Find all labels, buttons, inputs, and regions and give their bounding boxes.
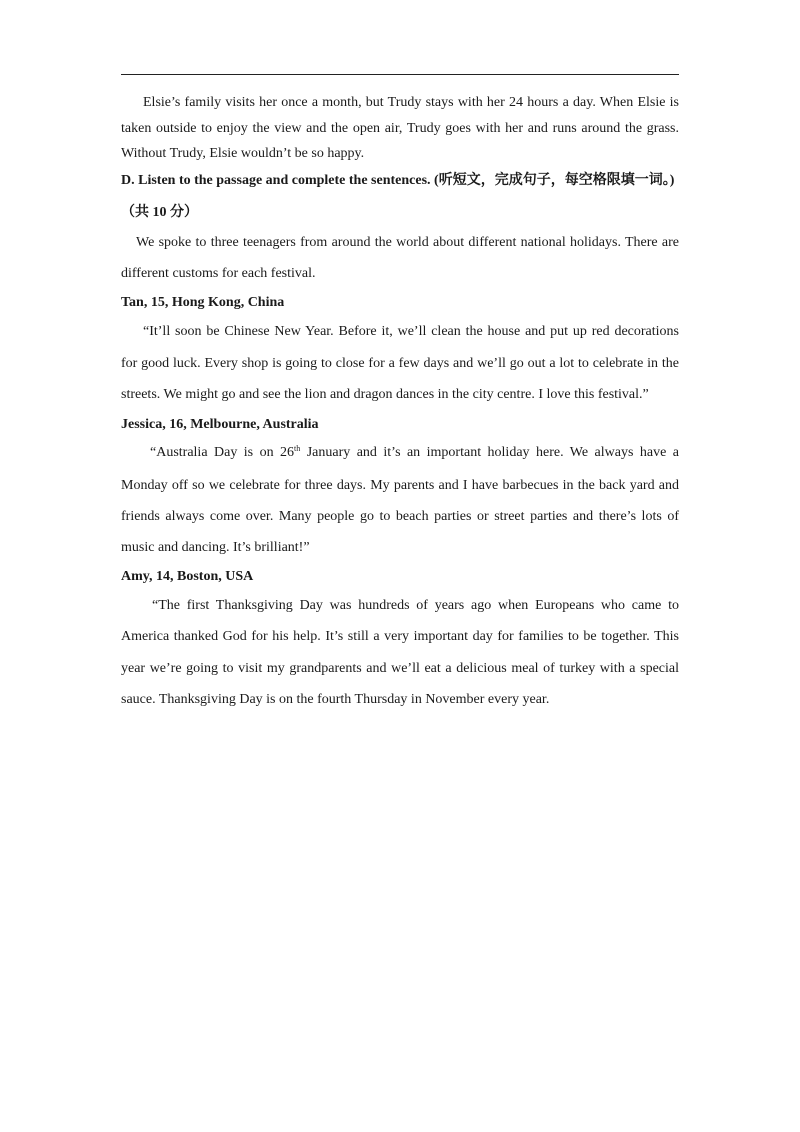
header-rule xyxy=(121,74,679,75)
intro-line-2: different customs for each festival. xyxy=(121,266,316,281)
jessica-line-1-end: January and it’s an important holiday here. We always have a xyxy=(300,445,679,460)
jessica-line-4: music and dancing. It’s brilliant!” xyxy=(121,540,310,555)
section-d-points: （共 10 分） xyxy=(121,205,198,220)
tan-line-3: streets. We might go and see the lion and dragon dances in the city centre. I love this festival.” xyxy=(121,387,649,402)
speaker-tan-name: Tan, 15, Hong Kong, China xyxy=(121,295,285,310)
amy-line-4: sauce. Thanksgiving Day is on the fourth Thursday in November every year. xyxy=(121,692,550,707)
intro-line-1: We spoke to three teenagers from around the world about different national holidays. There are xyxy=(136,235,679,250)
passage-c-line-2: taken outside to enjoy the view and the open air, Trudy goes with her and runs around the grass. xyxy=(121,121,679,136)
passage-c-line-3: Without Trudy, Elsie wouldn’t be so happy. xyxy=(121,146,365,161)
amy-line-1: “The first Thanksgiving Day was hundreds of years ago when Europeans who came to xyxy=(152,598,679,613)
speaker-amy-name: Amy, 14, Boston, USA xyxy=(121,569,254,584)
jessica-line-1-start: “Australia Day is on 26 xyxy=(150,445,295,460)
tan-line-1: “It’ll soon be Chinese New Year. Before it, we’ll clean the house and put up red decorations xyxy=(143,324,679,339)
speaker-jessica-name: Jessica, 16, Melbourne, Australia xyxy=(121,417,319,432)
jessica-line-3: friends always come over. Many people go to beach parties or street parties and there’s lots of xyxy=(121,509,679,524)
ordinal-suffix: th xyxy=(294,444,301,453)
jessica-line-2: Monday off so we celebrate for three days. My parents and I have barbecues in the back yard and xyxy=(121,478,679,493)
amy-line-2: America thanked God for his help. It’s still a very important day for families to be together. This xyxy=(121,629,679,644)
amy-line-3: year we’re going to visit my grandparents and we’ll eat a delicious meal of turkey with a special xyxy=(121,661,679,676)
section-d-heading: D. Listen to the passage and complete the sentences. (听短文，完成句子，每空格限填一词。) xyxy=(121,173,675,188)
tan-line-2: for good luck. Every shop is going to close for a few days and we’ll go out a lot to celebrate in the xyxy=(121,356,679,371)
jessica-line-1 xyxy=(150,444,679,462)
passage-c-line-1: Elsie’s family visits her once a month, but Trudy stays with her 24 hours a day. When Elsie is xyxy=(143,95,679,110)
